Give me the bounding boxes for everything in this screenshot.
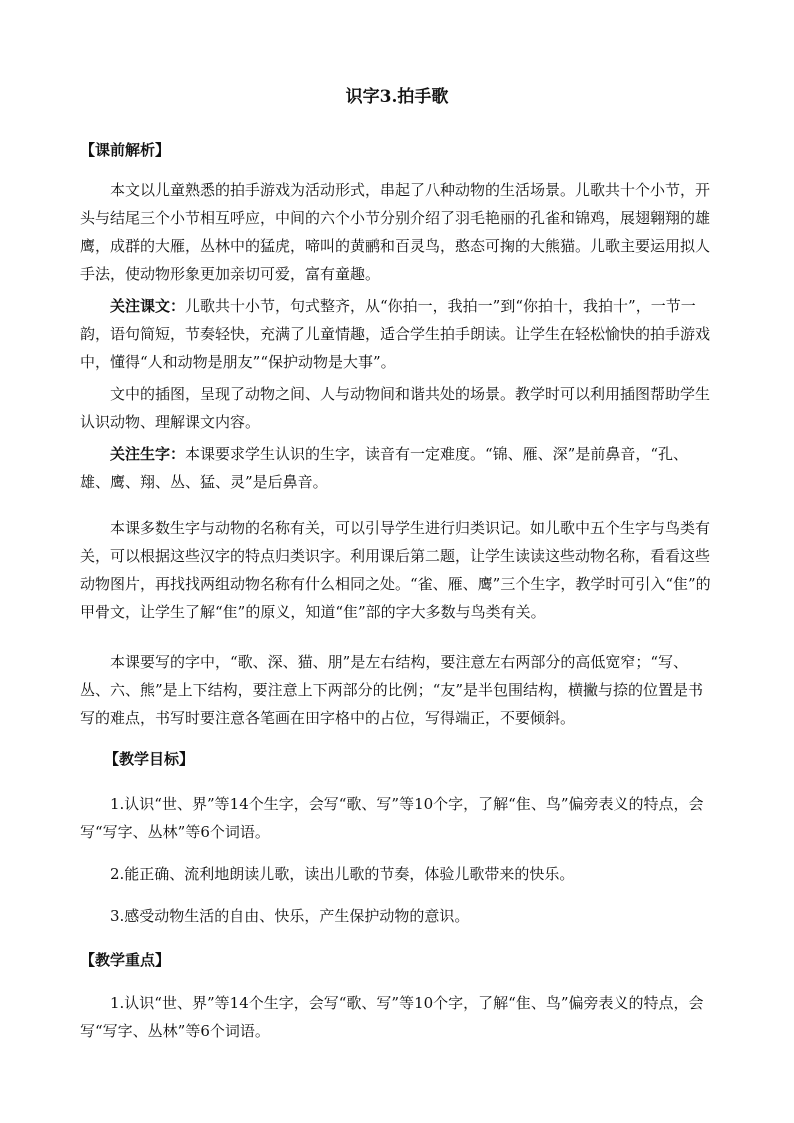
heading-teaching-goals: 【教学目标】 <box>104 750 195 768</box>
heading-key-points: 【教学重点】 <box>80 951 171 969</box>
paragraph-illustration: 文中的插图，呈现了动物之间、人与动物间和谐共处的场景。教学时可以利用插图帮助学生认识动物、理解课文内容。 <box>80 385 711 431</box>
page-title: 识字3.拍手歌 <box>345 87 449 107</box>
goal-item-3: 3.感受动物生活的自由、快乐，产生保护动物的意识。 <box>110 907 470 925</box>
label-focus-chars: 关注生字： <box>110 445 186 463</box>
focus-chars-content: 本课要求学生认识的生字，读音有一定难度。“锦、雁、深”是前鼻音，“孔、雄、鹰、翔、丛、猛、灵”是后鼻音。 <box>80 445 689 491</box>
paragraph-focus-text <box>80 292 716 376</box>
paragraph-char-grouping: 本课多数生字与动物的名称有关，可以引导学生进行归类识记。如儿歌中五个生字与鸟类有关，可以根据这些汉字的特点归类识字。利用课后第二题，让学生读读这些动物名称，看看这些动物图片，再找找两组动物名称有什么相同之处。“雀、雁、鹰”三个生字，教学时可引入“隹”的甲骨文，让学生了解“隹”的原义，知道“隹”部的字大多数与鸟类有关。 <box>80 519 711 621</box>
goal-item-2: 2.能正确、流利地朗读儿歌，读出儿歌的节奏，体验儿歌带来的快乐。 <box>110 865 575 883</box>
focus-text-content: 儿歌共十小节，句式整齐，从“你拍一，我拍一”到“你拍十，我拍十”，一节一韵，语句简短，节奏轻快，充满了儿童情趣，适合学生拍手朗读。让学生在轻松愉快的拍手游戏中，懂得“人和动物是朋友”“保护动物是大事”。 <box>80 297 711 371</box>
paragraph-writing: 本课要写的字中，“歌、深、猫、朋”是左右结构，要注意左右两部分的高低宽窄；“写、丛、六、熊”是上下结构，要注意上下两部分的比例；“友”是半包围结构，横撇与捺的位置是书写的难点，书写时要注意各笔画在田字格中的占位，写得端正，不要倾斜。 <box>80 653 704 727</box>
paragraph-intro: 本文以儿童熟悉的拍手游戏为活动形式，串起了八种动物的生活场景。儿歌共十个小节，开头与结尾三个小节相互呼应，中间的六个小节分别介绍了羽毛艳丽的孔雀和锦鸡，展翅翱翔的雄鹰，成群的大雁，丛林中的猛虎，啼叫的黄鹂和百灵鸟，憨态可掬的大熊猫。儿歌主要运用拟人手法，使动物形象更加亲切可爱，富有童趣。 <box>80 181 711 283</box>
goal-item-1: 1.认识“世、界”等14个生字，会写“歌、写”等10个字，了解“隹、鸟”偏旁表义的特点，会写“写字、丛林”等6个词语。 <box>80 795 704 841</box>
key-point-item-1: 1.认识“世、界”等14个生字，会写“歌、写”等10个字，了解“隹、鸟”偏旁表义的特点，会写“写字、丛林”等6个词语。 <box>80 994 704 1040</box>
label-focus-text: 关注课文： <box>110 297 186 315</box>
heading-pre-analysis: 【课前解析】 <box>80 141 171 159</box>
paragraph-focus-chars <box>80 440 716 496</box>
